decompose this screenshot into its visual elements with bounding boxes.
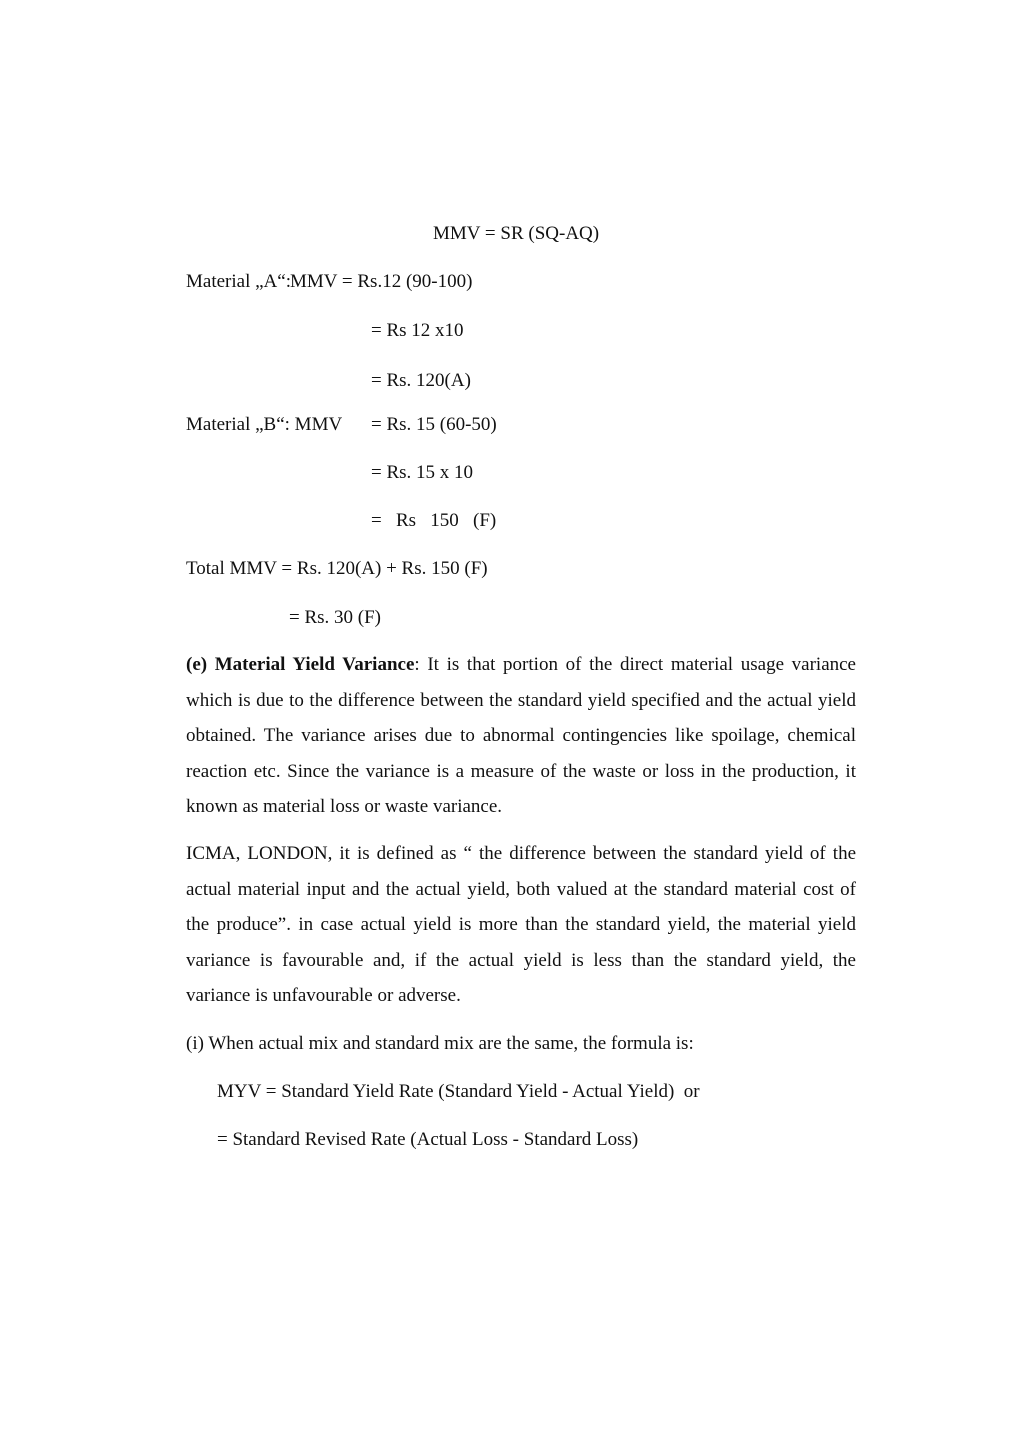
- material-b-line-2: = Rs. 15 x 10: [371, 462, 474, 483]
- myv-formula: MYV = Standard Yield Rate (Standard Yield - Actual Yield) or: [217, 1081, 700, 1102]
- material-b-line-3: = Rs 150 (F): [371, 510, 497, 531]
- myv-alternate-formula: = Standard Revised Rate (Actual Loss - Standard Loss): [217, 1129, 639, 1150]
- material-a-line-3: = Rs. 120(A): [371, 370, 471, 391]
- total-mmv-line-1: Total MMV = Rs. 120(A) + Rs. 150 (F): [186, 558, 488, 579]
- formula-heading: MMV = SR (SQ-AQ): [433, 223, 600, 244]
- total-mmv-line-2: = Rs. 30 (F): [289, 607, 382, 628]
- material-b-line-1: = Rs. 15 (60-50): [371, 414, 497, 435]
- icma-definition-paragraph: ICMA, LONDON, it is defined as “ the difference between the standard yield of the actual material input and the actual yield, both valued at the standard material cost of the produce”. in case actual yield is more than the standard yield, the material yield variance is favourable and, if the actual yield is less than the standard yield, the variance is unfavourable or adverse.: [186, 843, 856, 1006]
- material-b-label: Material „B“: MMV: [186, 414, 343, 435]
- yield-variance-intro: : It is that portion of the direct material usage variance which is due to the difference between the standard yield specified and the actual yield obtained. The variance arises due to abnormal contingencies like spoilage, chemical reaction etc. Since the variance is a measure of the waste or loss in the production, it known as material loss or waste variance.: [186, 654, 856, 817]
- case-i-text: (i) When actual mix and standard mix are the same, the formula is:: [186, 1033, 694, 1054]
- yield-variance-paragraph: [186, 647, 856, 825]
- material-a-line-1: MMV = Rs.12 (90-100): [290, 271, 473, 292]
- yield-variance-heading: (e) Material Yield Variance: [186, 654, 415, 675]
- material-a-line-2: = Rs 12 x10: [371, 320, 464, 341]
- material-a-label: Material „A“:: [186, 271, 291, 292]
